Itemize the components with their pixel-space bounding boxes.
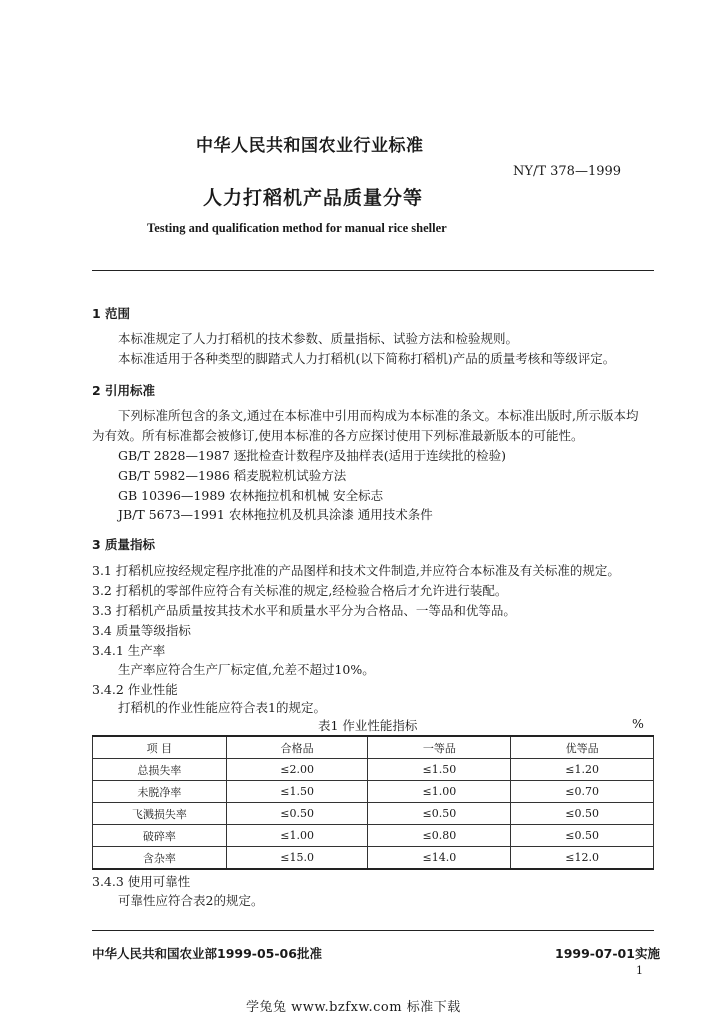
page-number: 1 bbox=[636, 964, 643, 977]
table-row bbox=[93, 847, 654, 870]
performance-table bbox=[92, 735, 654, 870]
clause-3-4-2-text: 打稻机的作业性能应符合表1的规定。 bbox=[118, 700, 326, 715]
table-cell: ≤0.50 bbox=[226, 803, 368, 825]
clause-3-4-3-text: 可靠性应符合表2的规定。 bbox=[118, 893, 264, 908]
table-cell: ≤2.00 bbox=[226, 759, 368, 781]
clause-3-4-1: 3.4.1 生产率 bbox=[92, 643, 166, 658]
section-2-heading: 2 引用标准 bbox=[92, 383, 156, 398]
section-2-paragraph-line-2: 为有效。所有标准都会被修订,使用本标准的各方应探讨使用下列标准最新版本的可能性。 bbox=[92, 428, 584, 443]
clause-3-4: 3.4 质量等级指标 bbox=[92, 623, 191, 638]
reference-item: JB/T 5673—1991 农林拖拉机及机具涂漆 通用技术条件 bbox=[118, 507, 433, 522]
table-1-unit: % bbox=[632, 716, 644, 731]
table-row bbox=[93, 759, 654, 781]
table-cell: ≤1.50 bbox=[368, 759, 511, 781]
table-header-superior: 优等品 bbox=[511, 736, 654, 759]
table-cell: ≤15.0 bbox=[226, 847, 368, 870]
table-cell: ≤0.50 bbox=[368, 803, 511, 825]
standard-code: NY/T 378—1999 bbox=[513, 164, 622, 179]
table-row bbox=[93, 803, 654, 825]
header-divider bbox=[92, 270, 654, 271]
reference-item: GB 10396—1989 农林拖拉机和机械 安全标志 bbox=[118, 488, 384, 503]
reference-item: GB/T 2828—1987 逐批检查计数程序及抽样表(适用于连续批的检验) bbox=[118, 448, 507, 463]
clause-3-3: 3.3 打稻机产品质量按其技术水平和质量水平分为合格品、一等品和优等品。 bbox=[92, 603, 516, 618]
approval-line: 中华人民共和国农业部1999-05-06批准 bbox=[92, 946, 322, 961]
section-3-heading: 3 质量指标 bbox=[92, 537, 156, 552]
document-title-cn: 人力打稻机产品质量分等 bbox=[203, 187, 424, 209]
table-cell: ≤0.80 bbox=[368, 825, 511, 847]
section-1-paragraph-2: 本标准适用于各种类型的脚踏式人力打稻机(以下简称打稻机)产品的质量考核和等级评定。 bbox=[118, 351, 616, 366]
clause-3-1: 3.1 打稻机应按经规定程序批准的产品图样和技术文件制造,并应符合本标准及有关标准的规定。 bbox=[92, 563, 620, 578]
table-cell: ≤14.0 bbox=[368, 847, 511, 870]
clause-3-2: 3.2 打稻机的零部件应符合有关标准的规定,经检验合格后才允许进行装配。 bbox=[92, 583, 508, 598]
table-cell: ≤0.50 bbox=[511, 825, 654, 847]
table-row bbox=[93, 825, 654, 847]
table-cell: ≤1.20 bbox=[511, 759, 654, 781]
table-header-item: 项 目 bbox=[93, 736, 227, 759]
clause-3-4-2: 3.4.2 作业性能 bbox=[92, 682, 178, 697]
table-row bbox=[93, 781, 654, 803]
table-cell: 总损失率 bbox=[93, 759, 227, 781]
standard-org-title: 中华人民共和国农业行业标准 bbox=[196, 136, 424, 156]
footer-divider bbox=[92, 930, 654, 931]
table-cell: ≤12.0 bbox=[511, 847, 654, 870]
effective-date: 1999-07-01实施 bbox=[555, 946, 660, 961]
table-cell: 飞溅损失率 bbox=[93, 803, 227, 825]
table-cell: ≤1.50 bbox=[226, 781, 368, 803]
clause-3-4-3: 3.4.3 使用可靠性 bbox=[92, 874, 191, 889]
clause-3-4-1-text: 生产率应符合生产厂标定值,允差不超过10%。 bbox=[118, 662, 375, 677]
table-1-caption: 表1 作业性能指标 bbox=[318, 718, 418, 733]
table-cell: ≤1.00 bbox=[368, 781, 511, 803]
section-2-paragraph-line-1: 下列标准所包含的条文,通过在本标准中引用而构成为本标准的条文。本标准出版时,所示版本均 bbox=[118, 408, 639, 423]
table-header-qualified: 合格品 bbox=[226, 736, 368, 759]
table-cell: ≤1.00 bbox=[226, 825, 368, 847]
table-header-first-class: 一等品 bbox=[368, 736, 511, 759]
section-1-paragraph-1: 本标准规定了人力打稻机的技术参数、质量指标、试验方法和检验规则。 bbox=[118, 331, 519, 346]
table-cell: 破碎率 bbox=[93, 825, 227, 847]
table-cell: ≤0.70 bbox=[511, 781, 654, 803]
reference-item: GB/T 5982—1986 稻麦脱粒机试验方法 bbox=[118, 468, 347, 483]
table-cell: 含杂率 bbox=[93, 847, 227, 870]
table-cell: ≤0.50 bbox=[511, 803, 654, 825]
section-1-heading: 1 范围 bbox=[92, 306, 131, 321]
document-title-en: Testing and qualification method for manual rice sheller bbox=[147, 221, 447, 235]
table-cell: 未脱净率 bbox=[93, 781, 227, 803]
site-watermark: 学兔兔 www.bzfxw.com 标准下载 bbox=[246, 1000, 461, 1015]
